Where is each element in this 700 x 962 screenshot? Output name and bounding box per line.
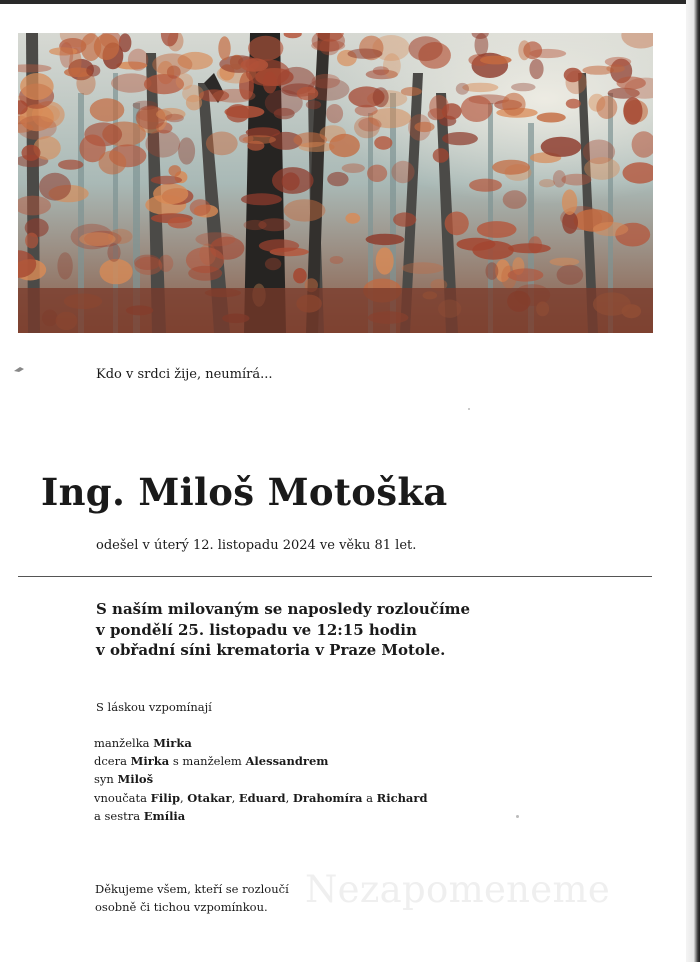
death-notice: odešel v úterý 12. listopadu 2024 ve věku 81 let. (96, 538, 417, 553)
motto: Kdo v srdci žije, neumírá... (96, 367, 273, 382)
ceremony-line: S naším milovaným se naposledy rozloučíme (96, 600, 471, 618)
mourner-relation: , (285, 790, 293, 805)
deceased-name: Ing. Miloš Motoška (41, 470, 448, 514)
mourner-line (94, 807, 427, 825)
mourner-relation: , (231, 790, 239, 805)
mourner-name: Mirka (130, 754, 170, 769)
mourner-relation: a sestra (94, 808, 144, 823)
mourner-name: Alessandrem (245, 754, 329, 769)
mourner-name: Otakar (187, 790, 232, 805)
thanks-line: Děkujeme všem, kteří se rozloučí (95, 882, 289, 896)
mourner-line (94, 789, 427, 807)
thanks-note (95, 880, 289, 916)
thanks-line: osobně či tichou vzpomínkou. (95, 900, 268, 914)
page-top-border (0, 0, 700, 4)
page-right-edge (686, 0, 700, 962)
ceremony-line: v pondělí 25. listopadu ve 12:15 hodin (96, 620, 417, 639)
mourner-line (94, 734, 427, 752)
mourner-relation: , (179, 790, 188, 805)
ceremony-line: v obřadní síni krematoria v Praze Motole. (96, 641, 446, 659)
mourner-name: Richard (376, 790, 428, 805)
mourner-name: Mirka (153, 736, 192, 750)
mourner-relation: a (362, 790, 377, 805)
ceremony-announcement (96, 599, 470, 661)
remembrance-title: S láskou vzpomínají (96, 700, 212, 714)
mourner-line (94, 770, 427, 788)
mourner-relation: dcera (94, 754, 131, 769)
mourner-relation: vnoučata (94, 790, 151, 805)
autumn-forest-photo (18, 33, 653, 333)
scan-speck (468, 408, 470, 410)
mourner-name: Miloš (117, 772, 154, 787)
mourner-name: Filip (150, 790, 180, 805)
divider (18, 576, 652, 577)
scan-speck (12, 364, 26, 374)
mourner-relation: syn (94, 772, 118, 787)
mourner-relation: manželka (94, 736, 154, 750)
mourner-relation: s manželem (169, 754, 246, 769)
mourner-name: Eduard (238, 790, 286, 805)
watermark: Nezapomeneme (305, 868, 611, 911)
mourner-name: Drahomíra (292, 790, 363, 805)
mourner-name: Emília (143, 808, 186, 823)
scan-speck (516, 815, 519, 818)
mourners-list (94, 734, 427, 825)
mourner-line (94, 752, 427, 770)
